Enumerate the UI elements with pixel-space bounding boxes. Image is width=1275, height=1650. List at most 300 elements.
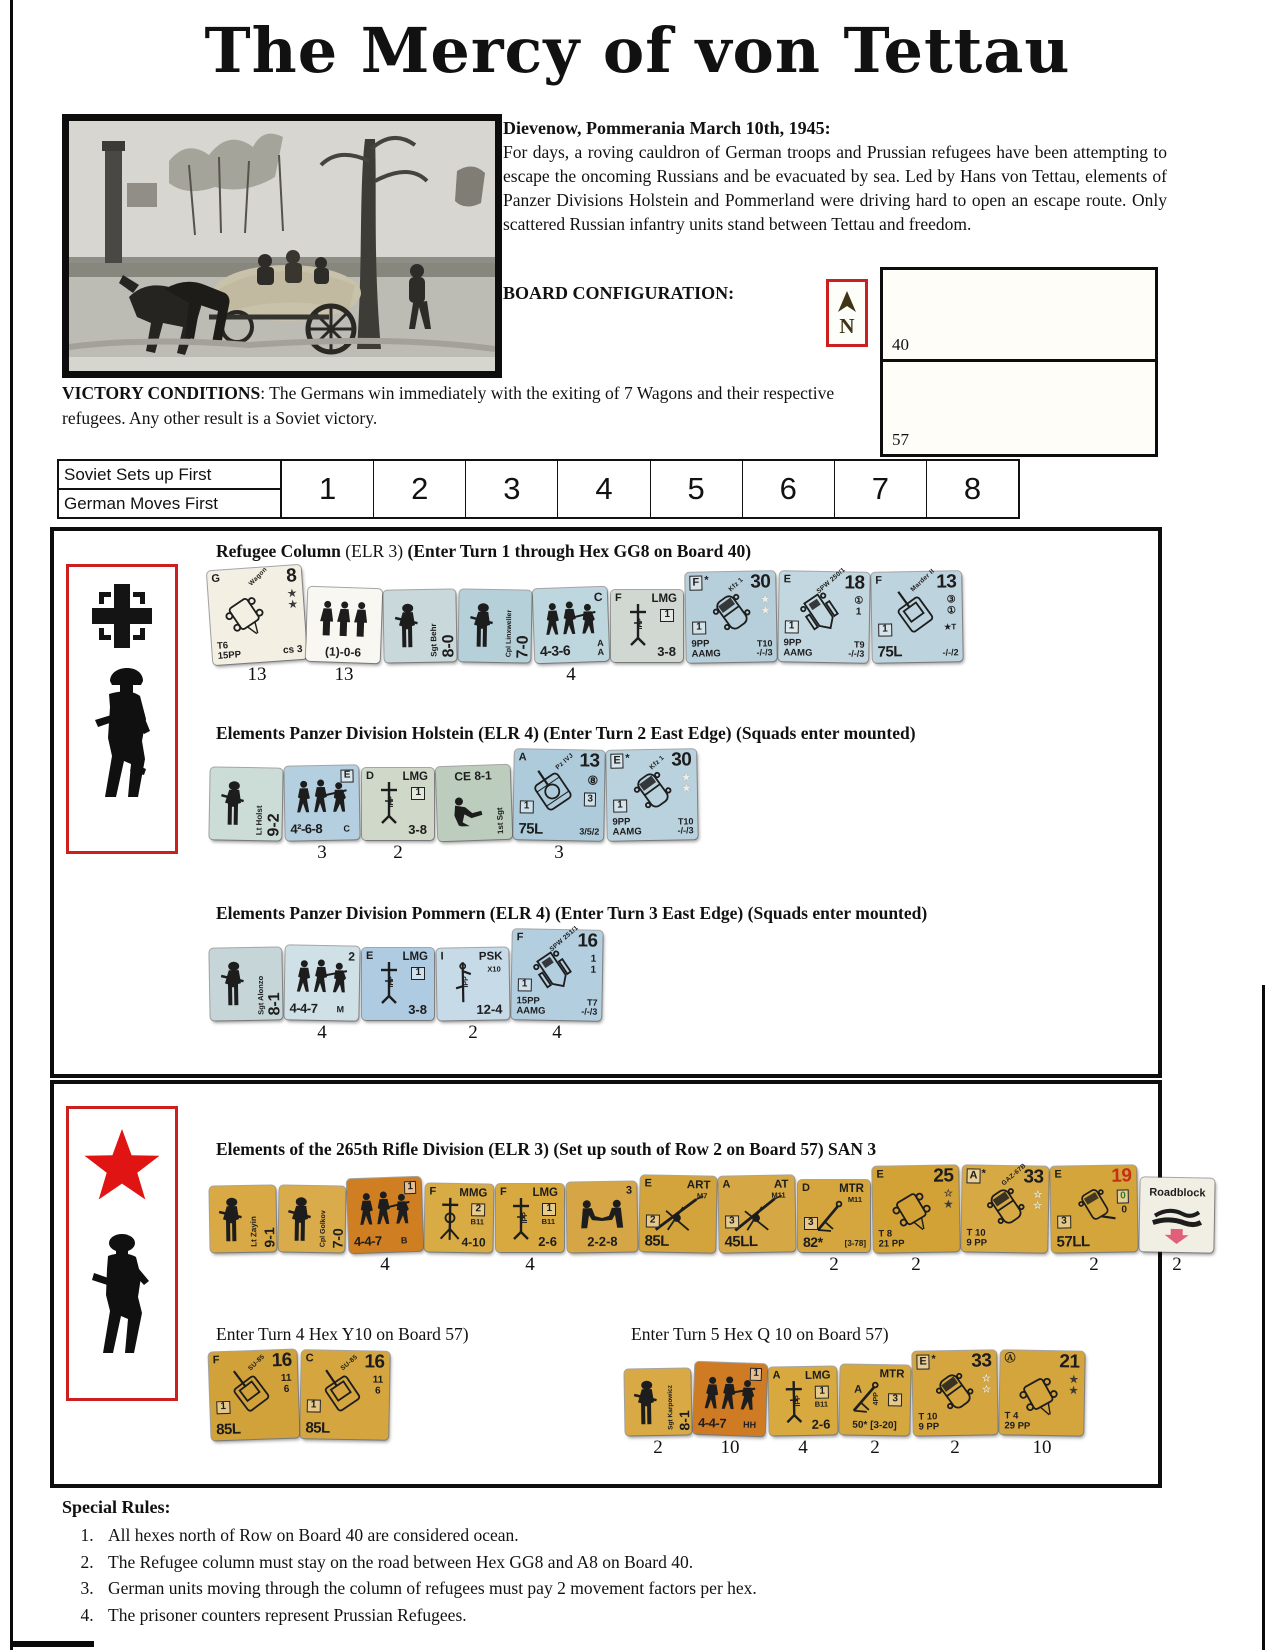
counter-text: 8-0 — [439, 634, 458, 658]
counter-text: SPW 251/1 — [548, 924, 580, 954]
group-header-text: Elements Panzer Division Holstein (ELR 4) (Enter Turn 2 East Edge) (Squads enter mounted) — [216, 723, 916, 743]
german-faction-box — [66, 564, 178, 854]
stack-count: 2 — [1172, 1254, 1182, 1275]
counter-text: 85L — [644, 1232, 670, 1250]
counter-text: C — [593, 589, 603, 605]
truck-icon — [710, 592, 757, 639]
counter-text: Kfz 1 — [727, 576, 745, 594]
counter-text: 30 — [671, 749, 692, 771]
victory-conditions-text: : The Germans win immediately with the exiting of 7 Wagons and their respective refugees. Any other result is a Soviet victory. — [62, 383, 835, 428]
counter-text: E — [783, 573, 792, 586]
counter-text: M11 — [847, 1195, 862, 1204]
squad-4-4-7hh — [693, 1362, 767, 1436]
victory-conditions-label: VICTORY CONDITIONS — [62, 383, 261, 403]
group-header-text: Elements Panzer Division Pommern (ELR 4) (Enter Turn 3 East Edge) (Squads enter mounted) — [216, 903, 928, 923]
stack-count: 4 — [566, 664, 576, 685]
counter-text: T6 15PP — [216, 639, 242, 662]
sw-lmg-2-6 — [768, 1366, 837, 1435]
leader-lt-holst — [209, 767, 282, 840]
counter-text: ☆ ☆ — [981, 1373, 992, 1396]
counter-text: 7-0 — [514, 635, 532, 659]
soviet-soldier-icon — [82, 1232, 162, 1382]
counter-text: * — [931, 1353, 936, 1366]
counter-text: 2-6 — [538, 1233, 557, 1249]
counter-text: 2-2-8 — [587, 1233, 618, 1250]
leader-cpl-linxweller — [458, 589, 531, 662]
counter-text: SU-85 — [247, 1353, 267, 1373]
lmg-icon — [625, 602, 651, 652]
counter-text: 4-4-7 — [353, 1233, 383, 1250]
counter-text: T7 -/-/3 — [581, 997, 598, 1017]
leader-sgt-behr — [383, 589, 456, 662]
counter-text: PSK — [478, 950, 503, 963]
counter-text: 15PP AAMG — [516, 994, 546, 1017]
north-compass — [826, 279, 868, 347]
intro-text-block — [503, 118, 1167, 237]
counter-text: E — [916, 1354, 930, 1369]
prisoner-counter — [306, 587, 383, 664]
board-configuration-label: BOARD CONFIGURATION: — [503, 283, 735, 303]
board-57 — [883, 362, 1155, 454]
red-star-icon — [80, 1125, 164, 1205]
counter-text: F — [500, 1186, 507, 1198]
pommern-group — [204, 903, 1154, 1043]
counter-text: 2 — [471, 1203, 485, 1216]
group-header — [204, 903, 1154, 924]
wagon-icon — [218, 591, 273, 645]
counter-text: ART — [686, 1179, 711, 1192]
counter-text: 3 — [725, 1216, 739, 1229]
counter-text: A — [966, 1168, 980, 1183]
leader-icon — [219, 781, 250, 832]
counter-text: ☆ ☆ — [1032, 1189, 1043, 1212]
counter-text: E — [1054, 1168, 1062, 1181]
counter-text: (1)-0-6 — [324, 644, 362, 660]
squad-icon — [285, 958, 360, 995]
counter-text: 9-1 — [261, 1227, 278, 1248]
vehicle-marder-13 — [871, 567, 963, 663]
stack-count: 2 — [870, 1437, 880, 1458]
turn-cell: 3 — [466, 461, 558, 517]
counter-text: 1 — [542, 1203, 556, 1216]
counter-text: Roadblock — [1149, 1186, 1206, 1200]
counter-text: * — [625, 752, 630, 765]
counter-text: 8-1 — [676, 1410, 693, 1431]
counter-text: 12-4 — [476, 1001, 503, 1017]
special-rule-item: 3. German units moving through the column of refugees must pay 2 movement factors per hex. — [98, 1575, 1122, 1602]
counter-text: 3 — [584, 792, 596, 806]
turn-cell: 5 — [651, 461, 743, 517]
halftrack-icon — [797, 592, 846, 641]
stack-count: 2 — [911, 1254, 921, 1275]
special-rules-list — [62, 1522, 1122, 1628]
counter-text: M7 — [696, 1191, 708, 1201]
group-header — [204, 723, 1154, 744]
crew2-icon — [567, 1197, 638, 1230]
halftrack-icon — [530, 950, 579, 999]
wagon-counter-25 — [872, 1165, 959, 1252]
gun-at-45ll — [718, 1175, 795, 1252]
counter-text: 16 — [577, 930, 598, 952]
turn-cell: 4 — [558, 461, 650, 517]
counter-text: * — [981, 1167, 986, 1180]
counter-text: 3 — [888, 1393, 902, 1406]
counter-text: 3 — [625, 1184, 632, 1197]
leader-lt-zayin — [209, 1185, 276, 1252]
counter-text: 7-0 — [329, 1228, 346, 1249]
counter-row — [204, 1351, 604, 1439]
counter-text: 1 — [307, 1400, 321, 1413]
counter-text: Sgt Behr — [429, 623, 439, 657]
counter-text: 13 — [579, 750, 600, 772]
counter-text: Sgt Alonzo — [255, 975, 266, 1015]
counter-text: 1 1 — [590, 953, 597, 976]
counter-text: T 10 9 PP — [918, 1410, 940, 1433]
german-soldier-icon — [82, 667, 162, 835]
stack-count: 4 — [552, 1022, 562, 1043]
sw-psk-12-4 — [436, 947, 509, 1020]
spg-icon — [317, 1369, 368, 1420]
vehicle-kfz1-30 — [606, 749, 698, 841]
soviet-faction-box — [66, 1106, 178, 1401]
counter-text: 1 — [411, 967, 425, 980]
counter-text: 75L — [518, 820, 543, 838]
special-rule-item: 4. The prisoner counters represent Prussian Refugees. — [98, 1602, 1122, 1629]
counter-text: cs 3 — [282, 644, 303, 657]
counter-text: IPP — [462, 976, 470, 988]
counter-text: 4-3-6 — [539, 641, 571, 659]
rifle-division-group — [204, 1139, 1206, 1275]
german-order-of-battle — [50, 527, 1162, 1078]
counter-text: LMG — [402, 771, 428, 783]
special-rule-item: 2. The Refugee column must stay on the road between Hex GG8 and A8 on Board 40. — [98, 1549, 1122, 1576]
counter-text: D — [366, 770, 374, 782]
counter-text: 4-4-7 — [697, 1414, 727, 1431]
stack-count: 13 — [247, 664, 267, 685]
squad-4-4-7m — [284, 945, 359, 1020]
counter-text: AT — [773, 1178, 789, 1191]
stack-count: 2 — [653, 1437, 663, 1458]
leader-sgt-alonzo — [209, 947, 282, 1020]
counter-text: 1 — [518, 979, 532, 992]
counter-text: F — [516, 931, 524, 944]
stack-count: 2 — [1089, 1254, 1099, 1275]
counter-text: 2 — [646, 1215, 660, 1228]
lmg-icon — [508, 1196, 534, 1246]
truck-counter-33 — [961, 1162, 1048, 1252]
counter-text: GAZ-67B — [1000, 1162, 1028, 1188]
counter-text: 11 6 — [280, 1372, 292, 1395]
counter-text: B11 — [814, 1399, 829, 1409]
counter-text: Lt Zayin — [249, 1216, 259, 1247]
counter-text: T9 -/-/3 — [848, 639, 865, 659]
counter-text: D — [802, 1182, 810, 1194]
truck-counter-33 — [912, 1350, 997, 1435]
crew-2-2-8 — [566, 1181, 637, 1252]
group-header — [204, 541, 1154, 562]
lmg-icon — [376, 780, 402, 830]
sw-lmg-3-8 — [611, 590, 683, 662]
counter-text: 1 — [411, 787, 425, 800]
sw-lmg-3-8 — [362, 768, 434, 840]
counter-text: T10 -/-/3 — [677, 815, 694, 836]
squad-icon — [347, 1190, 422, 1229]
counter-text: ★ ★ — [760, 594, 770, 617]
counter-text: 8-1 — [265, 992, 284, 1016]
counter-text: 9-2 — [265, 813, 283, 837]
counter-text: 4²-6-8 — [290, 820, 323, 837]
truck-icon — [631, 770, 678, 817]
counter-text: C — [343, 823, 351, 834]
spg-icon — [890, 590, 941, 641]
counter-text: 75L — [877, 643, 903, 661]
counter-text: 45LL — [724, 1232, 758, 1251]
counter-text: ★T — [944, 622, 957, 632]
leader-cpl-golkov — [278, 1185, 345, 1252]
stack-count: 3 — [317, 842, 327, 863]
counter-text: 21 — [1059, 1351, 1080, 1373]
counter-text: 11 6 — [372, 1374, 384, 1397]
counter-text: A — [722, 1178, 731, 1191]
counter-text: ★ ★ — [287, 588, 298, 611]
counter-text: F — [615, 592, 622, 604]
counter-text: M — [336, 1004, 345, 1015]
gun-art-85l — [639, 1175, 716, 1252]
stack-count: 13 — [334, 664, 354, 685]
turn-track — [57, 459, 1020, 519]
counter-text: A — [518, 751, 527, 764]
counter-text: [3-78] — [844, 1239, 866, 1249]
counter-text: B11 — [470, 1217, 485, 1227]
vehicle-su85-c — [300, 1350, 390, 1440]
counter-text: 0 — [1117, 1189, 1129, 1203]
crew-ce-8-1 — [436, 765, 513, 842]
counter-text: 4-10 — [461, 1235, 486, 1250]
turn-track-cells — [282, 461, 1018, 517]
page-title: The Mercy of von Tettau — [204, 14, 1071, 87]
counter-text: 33 — [1023, 1166, 1044, 1188]
roadblock-counter — [1139, 1177, 1214, 1252]
counter-text: F — [875, 574, 883, 587]
dateline: Dievenow, Pommerania March 10th, 1945: — [503, 118, 831, 138]
group-header — [204, 1139, 1154, 1160]
page-edge-line — [10, 0, 13, 1650]
counter-text: ★ ★ — [1068, 1374, 1079, 1397]
counter-text: IPP — [521, 1212, 529, 1224]
counter-text: LMG — [651, 593, 677, 605]
psk-icon — [453, 960, 474, 1011]
counter-text: CE 8-1 — [454, 768, 492, 784]
counter-text: IPP — [387, 976, 395, 988]
turn-cell: 8 — [963, 471, 982, 506]
move-order-label: German Moves First — [64, 493, 218, 513]
counter-text: E — [341, 769, 354, 782]
holstein-group — [204, 723, 1154, 863]
compass-n-label: N — [839, 313, 855, 338]
counter-text: MTR — [879, 1368, 905, 1381]
counter-text: C — [305, 1352, 314, 1365]
gun-truck-57ll — [1050, 1165, 1137, 1252]
sw-lmg-3-8 — [362, 948, 434, 1020]
counter-text: F — [212, 1354, 220, 1367]
group-header — [619, 1324, 1139, 1345]
group-header-text: Elements of the 265th Rifle Division (ELR 3) (Set up south of Row 2 on Board 57) SAN 3 — [216, 1139, 877, 1159]
counter-text: B11 — [541, 1217, 555, 1226]
counter-text: Pz IVJ — [554, 752, 575, 772]
counter-text: HH — [742, 1419, 757, 1431]
counter-text: IPP — [636, 618, 644, 630]
counter-text: 18 — [844, 572, 865, 594]
squad-4-4-7b — [347, 1177, 424, 1254]
crewk-icon — [447, 796, 484, 832]
counter-text: LMG — [804, 1369, 831, 1382]
tank-icon — [528, 767, 579, 818]
counter-text: 2 — [348, 949, 355, 964]
counter-text: 19 — [1111, 1165, 1132, 1187]
mtr-icon — [848, 1379, 883, 1420]
counter-text: 1 — [785, 621, 799, 634]
wagon-counter-21 — [999, 1350, 1084, 1435]
counter-text: 1 — [750, 1368, 762, 1381]
victory-conditions — [62, 381, 862, 430]
turn-5-reinforcements-group — [619, 1324, 1139, 1458]
roadblock-icon — [1139, 1203, 1214, 1246]
wagon-counter-8 — [207, 565, 307, 665]
counter-text: Ⓐ — [1004, 1352, 1016, 1365]
stack-count: 2 — [393, 842, 403, 863]
counter-text: Cpl Linxweller — [505, 609, 514, 658]
counter-text: 30 — [750, 571, 771, 593]
stack-count: 3 — [554, 842, 564, 863]
turn-cell: 2 — [374, 461, 466, 517]
counter-text: X10 — [487, 964, 501, 974]
group-header-text: (ELR 3) — [345, 541, 408, 561]
counter-text: IPP — [794, 1395, 802, 1407]
counter-text: T 10 9 PP — [966, 1226, 988, 1249]
counter-text: B — [400, 1235, 408, 1246]
leader-icon — [468, 603, 499, 654]
north-arrow-icon — [836, 290, 858, 316]
counter-text: ⑧ — [587, 773, 599, 788]
turn-cell: 1 — [282, 461, 374, 517]
counter-text: 1 — [692, 622, 706, 635]
stack-count: 10 — [1032, 1437, 1052, 1458]
counter-text: Lt Holst — [254, 805, 265, 836]
counter-text: 1 — [404, 1181, 416, 1194]
counter-text: 82* — [803, 1233, 823, 1250]
vehicle-kfz1-30 — [685, 571, 777, 663]
counter-text: 4PP — [872, 1392, 880, 1406]
squad-4-3-6 — [533, 587, 610, 664]
counter-text: MTR — [839, 1183, 864, 1195]
stack-count: 4 — [380, 1254, 390, 1275]
counter-text: T 4 29 PP — [1004, 1409, 1031, 1432]
counter-text: E — [366, 950, 374, 962]
counter-row — [204, 924, 1154, 1020]
board-configuration-diagram — [880, 267, 1158, 457]
counter-text: 1 — [660, 609, 674, 622]
counter-text: Cpl Golkov — [319, 1210, 328, 1248]
counter-row — [619, 1351, 1139, 1435]
counter-text: F — [429, 1185, 437, 1198]
counter-text: A — [854, 1383, 863, 1396]
counter-text: 1st Sgt — [495, 807, 506, 835]
vehicle-spw251-16 — [511, 924, 603, 1021]
counter-text: 3-8 — [408, 821, 427, 837]
counter-text: I — [440, 950, 444, 963]
counter-text: 9PP AAMG — [691, 637, 721, 660]
counter-text: 3 — [1057, 1216, 1071, 1229]
group-header-text: Refugee Column — [216, 541, 346, 561]
sw-mtr-82 — [798, 1180, 870, 1252]
vehicle-spw250-18 — [778, 566, 870, 663]
art-icon — [731, 1192, 786, 1239]
stack-count: 4 — [525, 1254, 535, 1275]
stack-count: 10 — [720, 1437, 740, 1458]
squad-icon — [285, 778, 360, 815]
counter-text: 2-6 — [811, 1416, 831, 1432]
lmg-icon — [376, 960, 402, 1010]
counter-text: SU-85 — [339, 1353, 360, 1373]
leader-icon — [217, 1197, 248, 1248]
spg-icon — [225, 1368, 277, 1420]
setup-order-label: Soviet Sets up First — [59, 461, 280, 490]
counter-text: 85L — [305, 1419, 330, 1437]
counter-text: E — [610, 753, 624, 768]
board-number: 40 — [892, 335, 909, 354]
counter-text: 3-8 — [408, 1001, 427, 1017]
lmg-icon — [781, 1379, 808, 1430]
page-edge-line — [1262, 985, 1265, 1650]
counter-row — [204, 565, 1154, 662]
counter-text: T 8 21 PP — [878, 1227, 905, 1250]
counter-text: 1 — [613, 800, 627, 813]
counter-text: LMG — [402, 951, 428, 963]
group-header — [204, 1324, 604, 1345]
counter-text: 1 — [216, 1401, 230, 1414]
counter-text: MMG — [459, 1187, 488, 1200]
prisoners-icon — [307, 599, 382, 640]
counter-text: 13 — [936, 571, 957, 593]
special-rules-title: Special Rules: — [62, 1497, 171, 1517]
counter-text: 57LL — [1056, 1232, 1090, 1251]
special-rules — [62, 1497, 1122, 1628]
counter-text: 9PP AAMG — [612, 815, 642, 838]
turn-4-reinforcements-group — [204, 1324, 604, 1439]
stack-count: 4 — [317, 1022, 327, 1043]
counter-text: ③ ① — [946, 594, 956, 617]
group-header-text: (Enter Turn 1 through Hex GG8 on Board 40) — [407, 541, 752, 561]
board-number: 57 — [892, 430, 909, 449]
counter-text: E — [644, 1177, 652, 1190]
counter-text: 3/5/2 — [579, 826, 600, 837]
counter-text: 50* [3-20] — [852, 1419, 897, 1432]
leader-icon — [286, 1197, 317, 1248]
group-header-text: Enter Turn 4 Hex Y10 on Board 57) — [216, 1324, 469, 1344]
counter-text: 3-8 — [657, 643, 676, 659]
counter-text: 1 — [520, 801, 534, 814]
leader-sgt-karpowicz — [624, 1368, 691, 1435]
sw-mtr-50 — [839, 1364, 910, 1435]
turn-cell: 6 — [743, 461, 835, 517]
counter-text: LMG — [532, 1187, 558, 1199]
stack-count: 2 — [468, 1022, 478, 1043]
counter-text: Kfz 1 — [648, 754, 666, 772]
counter-text: Marder II — [909, 567, 937, 594]
page-edge-line — [10, 1641, 94, 1647]
counter-text: F — [689, 575, 702, 590]
sw-lmg-2-6 — [496, 1184, 564, 1252]
